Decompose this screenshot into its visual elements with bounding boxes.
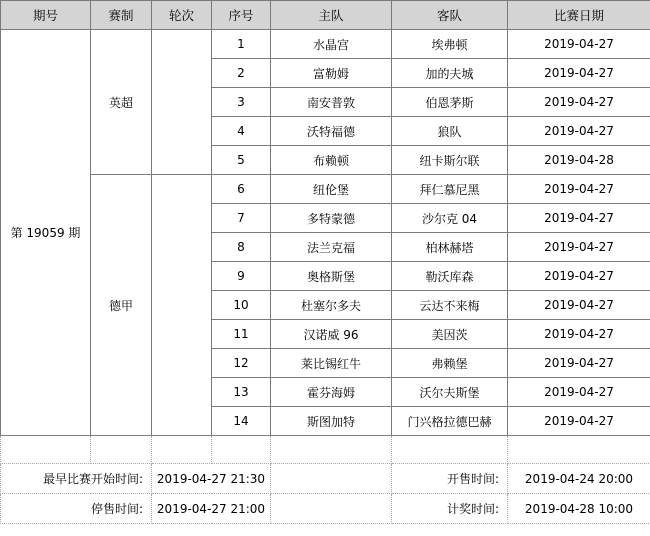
footer-row-2 (1, 494, 650, 524)
away-team-cell: 云达不来梅 (392, 291, 508, 320)
match-number-cell: 8 (212, 233, 271, 262)
match-date-cell: 2019-04-27 (508, 349, 650, 378)
home-team-cell: 斯图加特 (271, 407, 392, 436)
away-team-cell: 勒沃库森 (392, 262, 508, 291)
match-number-cell: 1 (212, 30, 271, 59)
header-round: 轮次 (152, 1, 212, 30)
match-number-cell: 7 (212, 204, 271, 233)
match-date-cell: 2019-04-27 (508, 88, 650, 117)
match-number-cell: 11 (212, 320, 271, 349)
earliest-start-value: 2019-04-27 21:30 (152, 464, 271, 494)
league-cell: 德甲 (91, 175, 152, 436)
header-away: 客队 (392, 1, 508, 30)
header-date: 比赛日期 (508, 1, 650, 30)
sale-start-label: 开售时间: (392, 464, 508, 494)
match-number-cell: 2 (212, 59, 271, 88)
round-cell (152, 175, 212, 436)
match-number-cell: 13 (212, 378, 271, 407)
away-team-cell: 加的夫城 (392, 59, 508, 88)
match-number-cell: 4 (212, 117, 271, 146)
match-date-cell: 2019-04-27 (508, 291, 650, 320)
home-team-cell: 霍芬海姆 (271, 378, 392, 407)
match-number-cell: 9 (212, 262, 271, 291)
spacer-cell (91, 436, 152, 464)
table-row (1, 175, 650, 204)
prize-value: 2019-04-28 10:00 (508, 494, 650, 524)
match-date-cell: 2019-04-27 (508, 233, 650, 262)
header-number: 序号 (212, 1, 271, 30)
spacer-cell (392, 436, 508, 464)
away-team-cell: 沙尔克 04 (392, 204, 508, 233)
match-date-cell: 2019-04-27 (508, 59, 650, 88)
match-number-cell: 10 (212, 291, 271, 320)
away-team-cell: 狼队 (392, 117, 508, 146)
match-date-cell: 2019-04-27 (508, 175, 650, 204)
footer-blank (271, 464, 392, 494)
spacer-cell (1, 436, 91, 464)
header-league: 赛制 (91, 1, 152, 30)
match-number-cell: 14 (212, 407, 271, 436)
prize-label: 计奖时间: (392, 494, 508, 524)
table-row (1, 30, 650, 59)
spacer-cell (271, 436, 392, 464)
spacer-cell (212, 436, 271, 464)
match-date-cell: 2019-04-27 (508, 30, 650, 59)
away-team-cell: 纽卡斯尔联 (392, 146, 508, 175)
home-team-cell: 莱比锡红牛 (271, 349, 392, 378)
home-team-cell: 多特蒙德 (271, 204, 392, 233)
spacer-cell (508, 436, 650, 464)
header-period: 期号 (1, 1, 91, 30)
away-team-cell: 埃弗顿 (392, 30, 508, 59)
spacer-row (1, 436, 650, 464)
home-team-cell: 纽伦堡 (271, 175, 392, 204)
home-team-cell: 杜塞尔多夫 (271, 291, 392, 320)
away-team-cell: 拜仁慕尼黑 (392, 175, 508, 204)
match-number-cell: 5 (212, 146, 271, 175)
home-team-cell: 水晶宫 (271, 30, 392, 59)
sale-stop-value: 2019-04-27 21:00 (152, 494, 271, 524)
home-team-cell: 奥格斯堡 (271, 262, 392, 291)
away-team-cell: 沃尔夫斯堡 (392, 378, 508, 407)
header-home: 主队 (271, 1, 392, 30)
header-row (1, 1, 650, 30)
away-team-cell: 门兴格拉德巴赫 (392, 407, 508, 436)
home-team-cell: 布赖顿 (271, 146, 392, 175)
match-number-cell: 6 (212, 175, 271, 204)
round-cell (152, 30, 212, 175)
home-team-cell: 南安普敦 (271, 88, 392, 117)
match-date-cell: 2019-04-27 (508, 320, 650, 349)
match-date-cell: 2019-04-27 (508, 117, 650, 146)
away-team-cell: 柏林赫塔 (392, 233, 508, 262)
home-team-cell: 富勒姆 (271, 59, 392, 88)
match-date-cell: 2019-04-27 (508, 407, 650, 436)
spacer-cell (152, 436, 212, 464)
match-number-cell: 3 (212, 88, 271, 117)
footer-row-1 (1, 464, 650, 494)
match-number-cell: 12 (212, 349, 271, 378)
period-cell: 第 19059 期 (1, 30, 91, 436)
away-team-cell: 美因茨 (392, 320, 508, 349)
home-team-cell: 汉诺威 96 (271, 320, 392, 349)
footer-blank (271, 494, 392, 524)
away-team-cell: 弗赖堡 (392, 349, 508, 378)
earliest-start-label: 最早比赛开始时间: (1, 464, 152, 494)
sale-stop-label: 停售时间: (1, 494, 152, 524)
away-team-cell: 伯恩茅斯 (392, 88, 508, 117)
match-date-cell: 2019-04-28 (508, 146, 650, 175)
match-date-cell: 2019-04-27 (508, 378, 650, 407)
home-team-cell: 法兰克福 (271, 233, 392, 262)
match-date-cell: 2019-04-27 (508, 204, 650, 233)
sale-start-value: 2019-04-24 20:00 (508, 464, 650, 494)
league-cell: 英超 (91, 30, 152, 175)
home-team-cell: 沃特福德 (271, 117, 392, 146)
match-date-cell: 2019-04-27 (508, 262, 650, 291)
